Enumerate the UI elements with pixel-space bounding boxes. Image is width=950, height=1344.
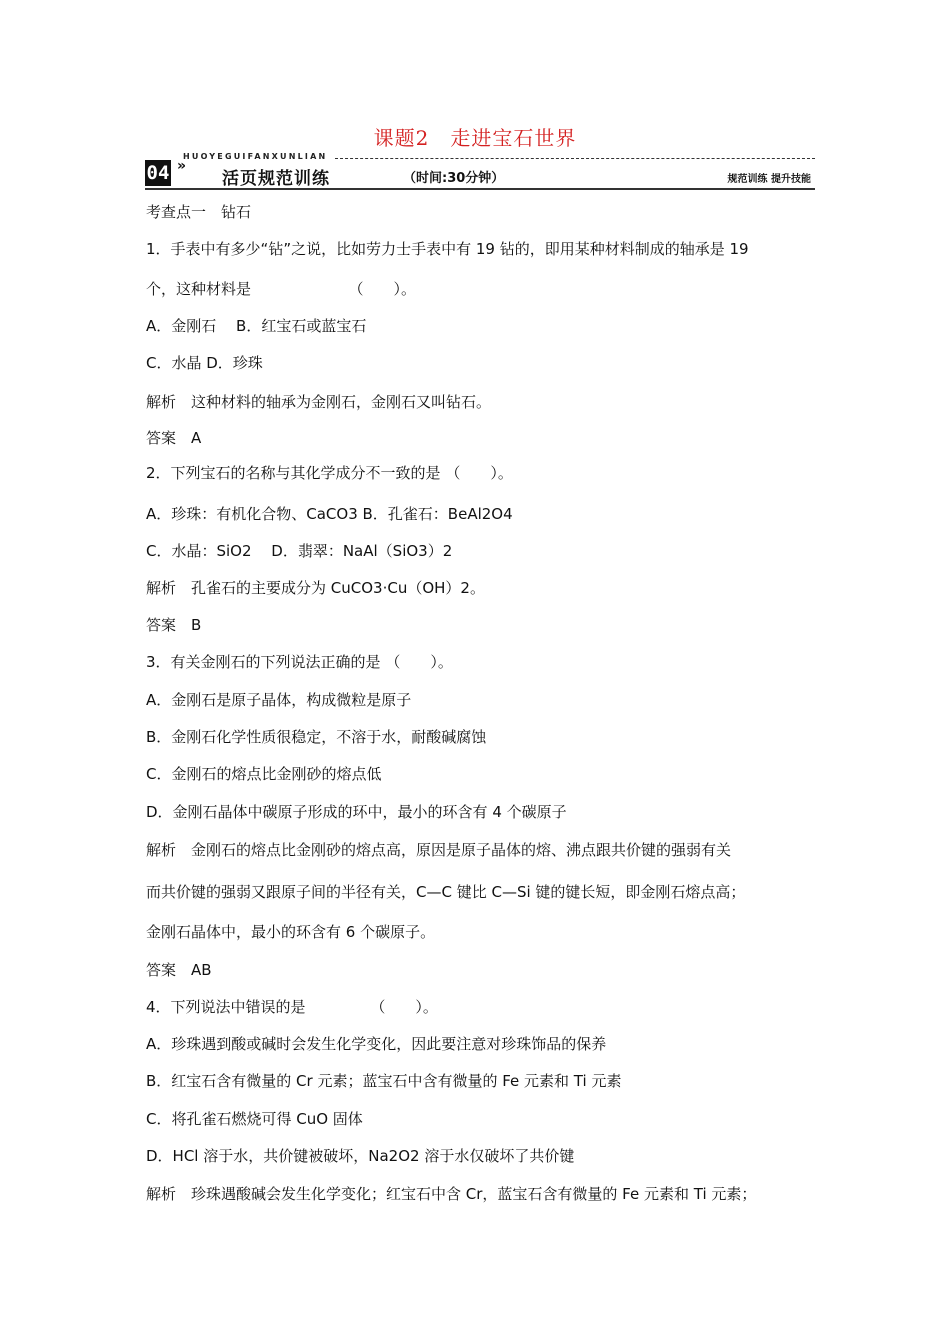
question-1-line-2: 个，这种材料是 （ ）。	[146, 280, 417, 298]
banner-slogan: 规范训练 提升技能	[727, 174, 811, 185]
banner-label: 活页规范训练	[222, 169, 330, 189]
question-1-options-cd: C．水晶 D．珍珠	[146, 354, 263, 372]
question-3-option-b: B．金刚石化学性质很稳定，不溶于水，耐酸碱腐蚀	[146, 728, 487, 746]
question-4-option-a: A．珍珠遇到酸或碱时会发生化学变化，因此要注意对珍珠饰品的保养	[146, 1035, 607, 1053]
time-limit: （时间:30分钟）	[403, 171, 505, 186]
question-2-answer: 答案 B	[146, 616, 202, 634]
question-1-answer: 答案 A	[146, 429, 202, 447]
question-4-option-c: C．将孔雀石燃烧可得 CuO 固体	[146, 1110, 363, 1128]
question-1-line-1: 1．手表中有多少“钻”之说，比如劳力士手表中有 19 钻的，即用某种材料制成的轴承是 19	[146, 240, 749, 258]
question-2-stem: 2．下列宝石的名称与其化学成分不一致的是 （ ）。	[146, 464, 513, 482]
question-2-options-ab: A．珍珠：有机化合物、CaCO3 B．孔雀石：BeAl2O4	[146, 505, 513, 523]
page-title: 课题2 走进宝石世界	[373, 126, 577, 150]
question-3-option-d: D．金刚石晶体中碳原子形成的环中，最小的环含有 4 个碳原子	[146, 803, 567, 821]
question-4-option-d: D．HCl 溶于水，共价键被破坏，Na2O2 溶于水仅破坏了共价键	[146, 1147, 575, 1165]
question-3-analysis-line-1: 解析 金刚石的熔点比金刚砂的熔点高，原因是原子晶体的熔、沸点跟共价键的强弱有关	[146, 841, 732, 859]
question-3-analysis-line-3: 金刚石晶体中，最小的环含有 6 个碳原子。	[146, 923, 436, 941]
question-4-option-b: B．红宝石含有微量的 Cr 元素；蓝宝石中含有微量的 Fe 元素和 Ti 元素	[146, 1072, 622, 1090]
question-2-options-cd: C．水晶：SiO2 D．翡翠：NaAl（SiO3）2	[146, 542, 453, 560]
section-number: 04	[146, 162, 170, 184]
question-3-option-a: A．金刚石是原子晶体，构成微粒是原子	[146, 691, 412, 709]
banner-pinyin: HUOYEGUIFANXUNLIAN	[183, 152, 328, 161]
question-1-analysis: 解析 这种材料的轴承为金刚石，金刚石又叫钻石。	[146, 393, 492, 411]
question-3-option-c: C．金刚石的熔点比金刚砂的熔点低	[146, 765, 382, 783]
question-4-analysis: 解析 珍珠遇酸碱会发生化学变化；红宝石中含 Cr，蓝宝石含有微量的 Fe 元素和 Ti 元素；	[146, 1185, 757, 1203]
chevron-icon: »	[177, 158, 187, 174]
section-heading: 考查点一 钻石	[146, 203, 252, 221]
question-3-analysis-line-2: 而共价键的强弱又跟原子间的半径有关，C—C 键比 C—Si 键的键长短，即金刚石熔点高；	[146, 883, 746, 901]
question-3-answer: 答案 AB	[146, 961, 212, 979]
question-2-analysis: 解析 孔雀石的主要成分为 CuCO3·Cu（OH）2。	[146, 579, 485, 597]
question-1-options-ab: A．金刚石 B．红宝石或蓝宝石	[146, 317, 367, 335]
question-4-stem: 4．下列说法中错误的是 （ ）。	[146, 998, 438, 1016]
question-3-stem: 3．有关金刚石的下列说法正确的是 （ ）。	[146, 653, 453, 671]
